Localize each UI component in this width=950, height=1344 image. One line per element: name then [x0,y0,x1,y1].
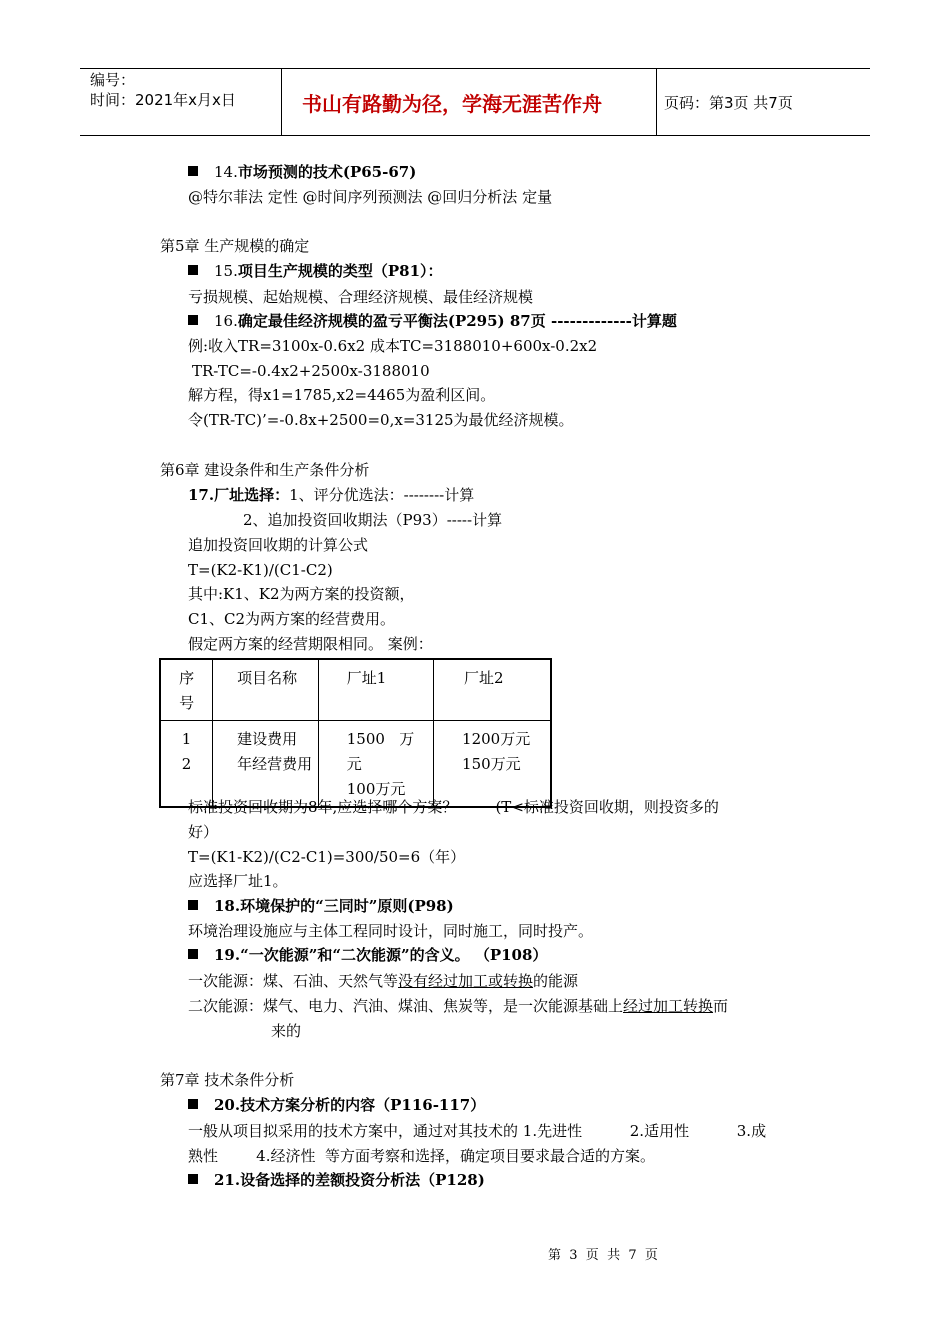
item-15-heading [188,264,443,279]
header-bottom-rule [80,135,870,136]
item-19-title: 19.“一次能源”和“二次能源”的含义。 （P108） [214,946,548,964]
item-17-question-4: 应选择厂址1。 [188,872,288,890]
item-20-title: 20.技术方案分析的内容（P116-117） [214,1096,486,1114]
item-17-question-3: T=(K1-K2)/(C2-C1)=300/50=6（年） [188,848,466,866]
item-17-title: 17.厂址选择： [188,486,290,504]
item-19-secondary-line-2: 来的 [271,1022,302,1040]
item-17-line-2: T=(K2-K1)/(C1-C2) [188,561,333,579]
item-15-title: 项目生产规模的类型（P81）： [237,262,443,280]
bullet-square-icon [188,1099,198,1109]
item-15-number: 15. [214,262,238,280]
header-divider-right [656,68,657,136]
table-cell-site1: 1500 万 元 100万元 [318,721,433,808]
item-17-line-1: 追加投资回收期的计算公式 [188,536,369,554]
item-20-line-1: 一般从项目拟采用的技术方案中，通过对其技术的 1.先进性 2.适用性 3.成 [188,1122,767,1140]
header-top-rule [80,68,870,69]
item-16-line-3: 解方程，得x1=1785,x2=4465为盈利区间。 [188,386,496,404]
item-21-heading [188,1173,485,1188]
bullet-square-icon [188,315,198,325]
item-16-heading [188,314,677,329]
chapter-6-heading: 第6章 建设条件和生产条件分析 [160,461,370,479]
table-cell-no: 1 2 [160,721,213,808]
bullet-square-icon [188,949,198,959]
item-19-primary: 一次能源：煤、石油、天然气等没有经过加工或转换的能源 [188,972,579,990]
item-18-body: 环境治理设施应与主体工程同时设计，同时施工，同时投产。 [188,922,594,940]
item-14-number: 14. [214,163,238,181]
item-17-line-3: 其中:K1、K2为两方案的投资额， [188,585,415,603]
item-17-question-2: 好） [188,823,219,841]
item-18-heading [188,899,454,914]
item-15-body: 亏损规模、起始规模、合理经济规模、最佳经济规模 [188,288,534,306]
bullet-square-icon [188,166,198,176]
table-header-no: 序 号 [160,659,213,721]
table-header-name: 项目名称 [213,659,319,721]
bullet-square-icon [188,1174,198,1184]
item-14-heading [188,165,416,180]
item-19-secondary: 二次能源：煤气、电力、汽油、煤油、焦炭等，是一次能源基础上经过加工转换而 [188,997,729,1015]
item-21-title: 21.设备选择的差额投资分析法（P128) [214,1171,485,1189]
table-header-site1: 厂址1 [318,659,433,721]
item-16-title: 确定最佳经济规模的盈亏平衡法(P295) 87页 -------------计算题 [237,312,677,330]
item-17-line-4: C1、C2为两方案的经营费用。 [188,610,396,628]
header-divider-left [281,68,282,136]
item-14-title: 市场预测的技术(P65-67) [237,163,417,181]
item-16-line-1: 例:收入TR=3100x-0.6x2 成本TC=3188010+600x-0.2x2 [188,337,598,355]
table-row [160,721,551,808]
item-19-primary-underlined: 没有经过加工或转换 [398,972,534,990]
chapter-5-heading: 第5章 生产规模的确定 [160,237,310,255]
item-17-question-1: 标准投资回收期为8年,应选择哪个方案？ (T<标准投资回收期，则投资多的 [188,798,719,816]
item-17-option-b: 2、追加投资回收期法（P93）-----计算 [243,511,503,529]
item-18-title: 18.环境保护的“三同时”原则(P98) [214,897,454,915]
page-footer: 第 3 页 共 7 页 [548,1248,658,1263]
table-cell-name: 建设费用 年经营费用 [213,721,319,808]
item-14-body: @特尔菲法 定性 @时间序列预测法 @回归分析法 定量 [188,188,553,206]
chapter-7-heading: 第7章 技术条件分析 [160,1071,295,1089]
item-16-line-4: 令(TR-TC)’=-0.8x+2500=0,x=3125为最优经济规模。 [188,411,574,429]
table-header-site2: 厂址2 [434,659,551,721]
header-motto: 书山有路勤为径，学海无涯苦作舟 [302,92,602,116]
bullet-square-icon [188,900,198,910]
item-16-line-2: TR-TC=-0.4x2+2500x-3188010 [192,362,430,380]
header-time-label: 时间：2021年x月x日 [90,91,236,109]
case-table [159,658,552,808]
table-header-row [160,659,551,721]
table-cell-site2: 1200万元 150万元 [434,721,551,808]
item-20-heading [188,1098,485,1113]
item-16-number: 16. [214,312,238,330]
bullet-square-icon [188,265,198,275]
header-page-info: 页码：第3页 共7页 [664,94,793,112]
item-19-heading [188,948,547,963]
item-20-line-2: 熟性 4.经济性 等方面考察和选择，确定项目要求最合适的方案。 [188,1147,655,1165]
item-17-line-5: 假定两方案的经营期限相同。 案例： [188,635,433,653]
item-17-option-a: 1、评分优选法：--------计算 [289,486,475,504]
item-19-secondary-underlined: 经过加工转换 [623,997,714,1015]
item-17-heading [188,488,474,503]
header-number-label: 编号： [90,71,136,89]
